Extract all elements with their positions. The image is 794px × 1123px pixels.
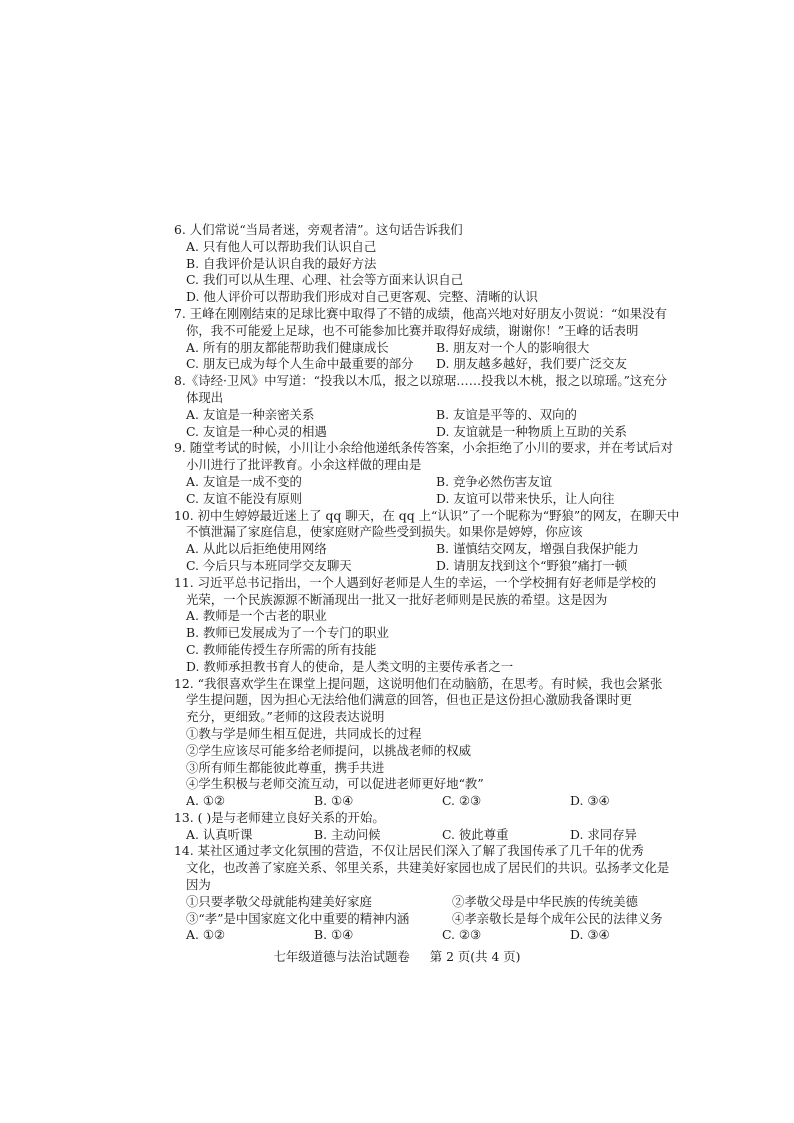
question-block [174, 676, 714, 810]
answer-option-row [174, 558, 714, 575]
answer-option-row [174, 340, 714, 357]
answer-option: D. 朋友越多越好，我们要广泛交友 [436, 356, 627, 372]
question-stem: 9. 随堂考试的时候，小川让小余给他递纸条传答案，小余拒绝了小川的要求，并在考试后对 [174, 440, 673, 456]
statement-item: ②学生应该尽可能多给老师提问，以挑战老师的权威 [186, 742, 471, 758]
question-stem: 12. “我很喜欢学生在课堂上提问题，这说明他们在动脑筋，在思考。有时候，我也会紧张 [174, 675, 663, 691]
question-stem-continued: 充分，更细致。”老师的这段表达说明 [186, 709, 385, 725]
answer-option: A. 友谊是一成不变的 [186, 473, 302, 489]
question-block [174, 508, 714, 575]
answer-option-row [174, 927, 714, 944]
statement-item: ②孝敬父母是中华民族的传统美德 [452, 893, 638, 909]
answer-option: D. 友谊就是一种物质上互助的关系 [436, 423, 627, 439]
answer-option: C. 教师能传授生存所需的所有技能 [186, 641, 377, 657]
question-list [174, 222, 714, 944]
answer-option: C. 今后只与本班同学交友聊天 [186, 557, 352, 573]
answer-option: B. ①④ [314, 927, 354, 943]
answer-option: C. ②③ [442, 927, 482, 943]
statement-item: ④学生积极与老师交流互动，可以促进老师更好地“教” [186, 776, 484, 792]
answer-option: C. 朋友已成为每个人生命中最重要的部分 [186, 356, 414, 372]
statement-item: ①教与学是师生相互促进，共同成长的过程 [186, 725, 422, 741]
answer-option: B. 友谊是平等的、双向的 [436, 406, 577, 422]
answer-option-row [174, 474, 714, 491]
answer-option: D. 请朋友找到这个“野狼”痛打一顿 [436, 557, 628, 573]
answer-option: B. 主动问候 [314, 826, 381, 842]
answer-option-row [174, 407, 714, 424]
answer-option: C. 友谊是一种心灵的相遇 [186, 423, 327, 439]
question-stem-continued: 不慎泄漏了家庭信息，使家庭财产险些受到损失。如果你是婷婷，你应该 [186, 524, 583, 540]
answer-option: A. 教师是一个古老的职业 [186, 608, 327, 624]
question-stem-continued: 学生提问题，因为担心无法给他们满意的回答，但也正是这份担心激励我备课时更 [186, 692, 633, 708]
statement-item: ④孝亲敬长是每个成年公民的法律义务 [452, 910, 663, 926]
answer-option: D. 教师承担教书育人的使命，是人类文明的主要传承者之一 [186, 658, 514, 674]
statement-item: ③“孝”是中国家庭文化中重要的精神内涵 [186, 910, 410, 926]
answer-option: B. ①④ [314, 793, 354, 809]
answer-option: B. 教师已发展成为了一个专门的职业 [186, 625, 389, 641]
answer-option: A. 认真听课 [186, 826, 253, 842]
page-footer [0, 947, 794, 965]
answer-option: D. 求同存异 [570, 826, 637, 842]
answer-option: B. 朋友对一个人的影响很大 [436, 339, 590, 355]
question-stem-continued: 文化，也改善了家庭关系、邻里关系，共建美好家园也成了居民们的共识。弘扬孝文化是 [186, 860, 670, 876]
question-block [174, 440, 714, 507]
question-block [174, 810, 714, 844]
answer-option-row [174, 491, 714, 508]
question-stem-continued: 因为 [186, 877, 211, 893]
statement-row [174, 911, 714, 928]
answer-option: D. 他人评价可以帮助我们形成对自己更客观、完整、清晰的认识 [186, 289, 538, 305]
answer-option: C. ②③ [442, 793, 482, 809]
answer-option: D. ③④ [570, 793, 610, 809]
question-stem-continued: 体现出 [186, 389, 224, 405]
answer-option: A. ①② [186, 793, 226, 809]
statement-row [174, 894, 714, 911]
question-stem: 10. 初中生婷婷最近迷上了 qq 聊天，在 qq 上“认识”了一个昵称为“野狼”的网友，在聊天中 [174, 507, 680, 523]
question-stem-continued: 你，我不可能爱上足球，也不可能参加比赛并取得好成绩，谢谢你！”王峰的话表明 [186, 322, 639, 338]
answer-option: A. 友谊是一种亲密关系 [186, 406, 315, 422]
answer-option: B. 谨慎结交网友，增强自我保护能力 [436, 541, 639, 557]
footer-title: 七年级道德与法治试题卷 [273, 949, 410, 964]
answer-option: B. 竞争必然伤害友谊 [436, 473, 553, 489]
question-block [174, 222, 714, 306]
answer-option: A. 从此以后拒绝使用网络 [186, 541, 327, 557]
answer-option-row [174, 793, 714, 810]
question-block [174, 306, 714, 373]
question-stem: 14. 某社区通过孝文化氛围的营造，不仅让居民们深入了解了我国传承了几千年的优秀 [174, 843, 644, 859]
statement-item: ①只要孝敬父母就能构建美好家庭 [186, 893, 372, 909]
answer-option: D. ③④ [570, 927, 610, 943]
question-block [174, 843, 714, 944]
answer-option: C. 我们可以从生理、心理、社会等方面来认识自己 [186, 272, 464, 288]
statement-item: ③所有师生都能彼此尊重，携手共进 [186, 759, 385, 775]
answer-option: A. 所有的朋友都能帮助我们健康成长 [186, 339, 389, 355]
answer-option-row [174, 356, 714, 373]
answer-option: D. 友谊可以带来快乐，让人向往 [436, 490, 615, 506]
question-stem-continued: 光荣，一个民族源源不断涌现出一批又一批好老师则是民族的希望。这是因为 [186, 591, 608, 607]
answer-option-row [174, 827, 714, 844]
answer-option-row [174, 424, 714, 441]
question-stem: 7. 王峰在刚刚结束的足球比赛中取得了不错的成绩，他高兴地对好朋友小贺说：“如果没有 [174, 305, 667, 321]
footer-page-number: 第 2 页(共 4 页) [429, 949, 521, 964]
answer-option: C. 彼此尊重 [442, 826, 509, 842]
answer-option: B. 自我评价是认识自我的最好方法 [186, 255, 377, 271]
question-block [174, 373, 714, 440]
question-stem: 8.《诗经·卫风》中写道：“投我以木瓜，报之以琼琚……投我以木桃，报之以琼瑶。”这充分 [174, 373, 668, 389]
question-stem-continued: 小川进行了批评教育。小余这样做的理由是 [186, 457, 422, 473]
question-stem: 6. 人们常说“当局者迷，旁观者清”。这句话告诉我们 [174, 222, 463, 237]
answer-option: C. 友谊不能没有原则 [186, 490, 303, 506]
question-block [174, 575, 714, 676]
answer-option-row [174, 541, 714, 558]
answer-option: A. ①② [186, 927, 226, 943]
answer-option: A. 只有他人可以帮助我们认识自己 [186, 238, 377, 254]
question-stem: 11. 习近平总书记指出，一个人遇到好老师是人生的幸运，一个学校拥有好老师是学校的 [174, 574, 657, 590]
question-stem: 13. ( )是与老师建立良好关系的开始。 [174, 809, 385, 825]
